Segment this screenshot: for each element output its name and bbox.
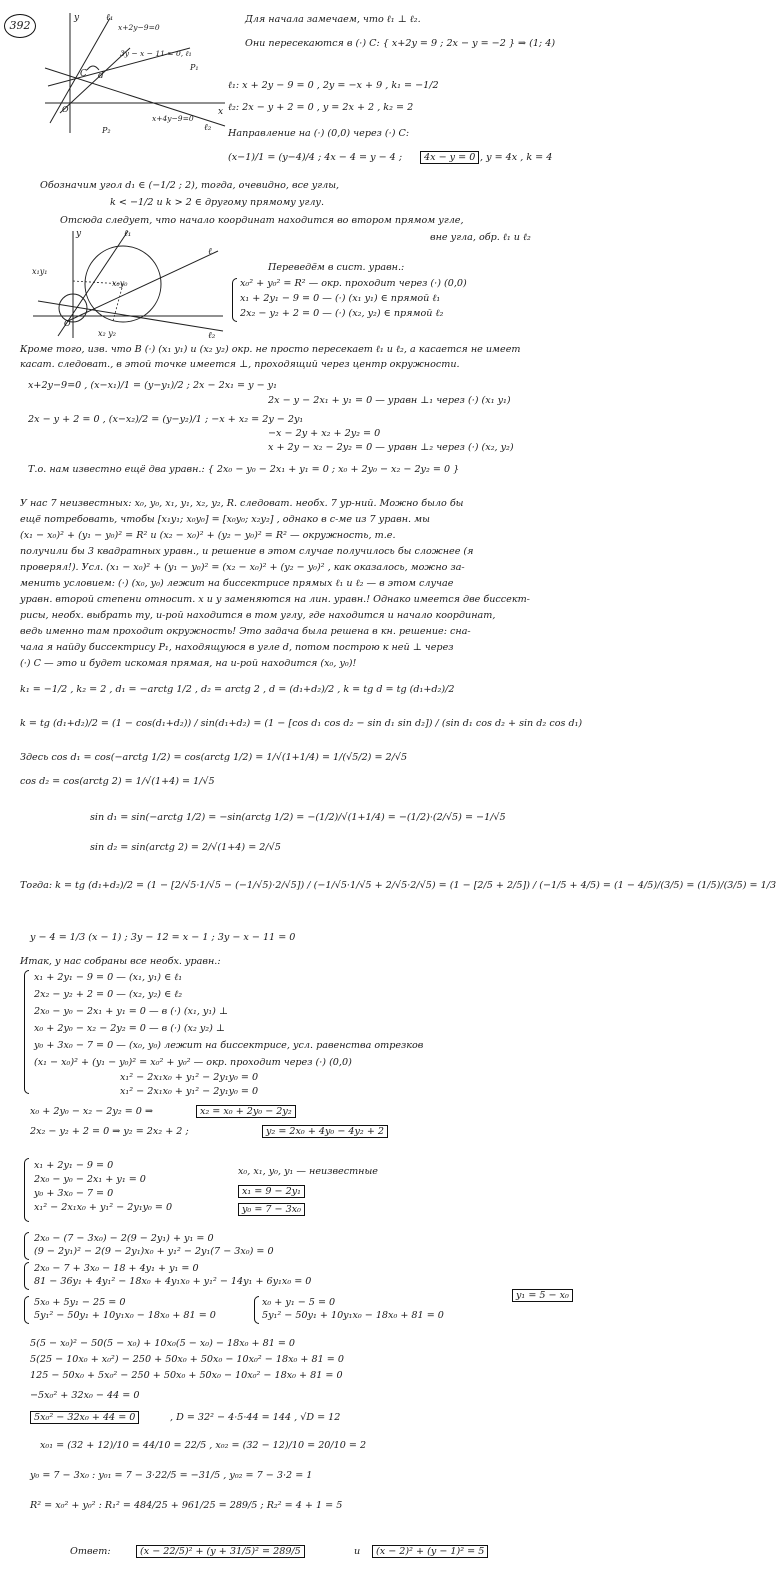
fig1-c-label: C: [80, 69, 87, 79]
math-line-2: k = tg (d₁+d₂)/2 = (1 − cos(d₁+d₂)) / sin(d₁+d₂) = (1 − [cos d₁ cos d₂ − sin d₁ sin d₂]) / (sin d₁ cos d₂ + sin d₂ cos d₁): [20, 718, 583, 729]
boxed-x2: x₂ = x₀ + 2y₀ − 2y₂: [196, 1105, 296, 1118]
fig2-l1-label: ℓ₁: [124, 229, 132, 239]
block2-line-7: уравн. второй степени относит. x и y заменяются на лин. уравн.! Однако имеется две биссект-: [20, 594, 530, 605]
angle-note-1: Обозначим угол d₁ ∈ (−1/2 ; 2), тогда, очевидно, все углы,: [40, 180, 340, 191]
system-row-2: x₁ + 2y₁ − 9 = 0 — (·) (x₁ y₁) ∈ прямой ℓ₁: [240, 293, 441, 304]
block2-line-2: ещё потребовать, чтобы [x₁y₁; x₀y₀] = [x₀y₀; x₂y₂] , однако в с-ме из 7 уравн. мы: [20, 514, 430, 525]
intro-line-2: Они пересекаются в (·) C: { x+2y = 9 ; 2x − y = −2 } ⇒ (1; 4): [245, 38, 556, 49]
fig1-l1-eq: x+2y−9=0: [118, 23, 160, 32]
fig1-l2-label: ℓ₂: [204, 123, 212, 133]
figure-1-lines-diagram: [40, 8, 230, 138]
collected-row-6: (x₁ − x₀)² + (y₁ − y₀)² = x₀² + y₀² — окр. проходит через (·) (0,0): [34, 1057, 352, 1068]
system-row-3: 2x₂ − y₂ + 2 = 0 — (·) (x₂, y₂) ∈ прямой ℓ₂: [240, 308, 444, 319]
math-line-6: sin d₂ = sin(arctg 2) = 2/√(1+4) = 2/√5: [90, 842, 281, 853]
system5-left-1: 5x₀ + 5y₁ − 25 = 0: [34, 1297, 126, 1308]
block2-line-5: проверял!). Усл. (x₁ − x₀)² + (y₁ − y₀)² = (x₂ − x₀)² + (y₂ − y₀)² , как оказалось, можно за-: [20, 562, 465, 573]
problem-number: 392: [4, 14, 36, 38]
system3-row-4: x₁² − 2x₁x₀ + y₁² − 2y₁y₀ = 0: [34, 1202, 173, 1213]
system3-brace: [24, 1158, 29, 1222]
system4-row-2: (9 − 2y₁)² − 2(9 − 2y₁)x₀ + y₁² − 2y₁(7 − 3x₀) = 0: [34, 1246, 274, 1257]
final-discriminant: , D = 32² − 4·5·44 = 144 , √D = 12: [170, 1412, 341, 1423]
fig1-p1-label: P₁: [190, 63, 199, 72]
final-line-4: −5x₀² + 32x₀ − 44 = 0: [30, 1390, 140, 1401]
system5-brace-right: [254, 1296, 259, 1324]
system4-brace-1: [24, 1232, 29, 1260]
collected-row-4: x₀ + 2y₀ − x₂ − 2y₂ = 0 — в (·) (x₂ y₂) ⊥: [34, 1023, 225, 1034]
block1-line-1: Кроме того, изв. что B (·) (x₁ y₁) и (x₂ y₂) окр. не просто пересекает ℓ₁ и ℓ₂, а касается не имеет: [20, 344, 521, 355]
system5-left-2: 5y₁² − 50y₁ + 10y₁x₀ − 18x₀ + 81 = 0: [34, 1310, 216, 1321]
math-line-1: k₁ = −1/2 , k₂ = 2 , d₁ = −arctg 1/2 , d₂ = arctg 2 , d = (d₁+d₂)/2 , k = tg d = tg (d₁+d₂)/2: [20, 684, 455, 695]
system5-right-1: x₀ + y₁ − 5 = 0: [262, 1297, 336, 1308]
k-equals-4: , y = 4x , k = 4: [480, 152, 553, 163]
block1-line-2: касат. следоват., в этой точке имеется ⊥, проходящий через центр окружности.: [20, 359, 460, 370]
boxed-x1: x₁ = 9 − 2y₁: [238, 1185, 305, 1198]
boxed-4x-y: 4x − y = 0: [420, 151, 479, 164]
fig2-l-label: ℓ: [208, 247, 212, 257]
fig2-o-label: O: [64, 319, 71, 328]
system4-brace-2: [24, 1262, 29, 1290]
block1-line-4: 2x − y − 2x₁ + y₁ = 0 — уравн ⊥₁ через (·) (x₁ y₁): [268, 395, 511, 406]
block1-line-7: x + 2y − x₂ − 2y₂ = 0 — уравн ⊥₂ через (·) (x₂, y₂): [268, 442, 514, 453]
angle-note-2: k < −1/2 и k > 2 ∈ другому прямому углу.: [110, 197, 325, 208]
answer-and: и: [354, 1546, 361, 1557]
l2-equation: ℓ₂: 2x − y + 2 = 0 , y = 2x + 2 , k₂ = 2: [228, 102, 414, 113]
fig1-p2-label: P₂: [102, 126, 111, 135]
derive-line-1: x₀ + 2y₀ − x₂ − 2y₂ = 0 ⇒: [30, 1106, 153, 1117]
math-line-8: y − 4 = 1/3 (x − 1) ; 3y − 12 = x − 1 ; 3y − x − 11 = 0: [30, 932, 296, 943]
figure-2-circle-diagram: [28, 226, 228, 341]
fig2-x1y1-label: x₁y₁: [32, 267, 48, 276]
block2-line-9: ведь именно там проходит окружность! Это задача была решена в кн. решение: сна-: [20, 626, 471, 637]
block2-line-1: У нас 7 неизвестных: x₀, y₀, x₁, y₁, x₂, y₂, R. следоват. необх. 7 ур-ний. Можно было бы: [20, 498, 464, 509]
system3-row-3: y₀ + 3x₀ − 7 = 0: [34, 1188, 114, 1199]
system5-brace-left: [24, 1296, 29, 1324]
final-line-3: 125 − 50x₀ + 5x₀² − 250 + 50x₀ + 50x₀ − 10x₀² − 18x₀ + 81 = 0: [30, 1370, 343, 1381]
block2-line-10: чала я найду биссектрису P₁, находящуюся в угле d, потом построю к ней ⊥ через: [20, 642, 454, 653]
collected-row-3: 2x₀ − y₀ − 2x₁ + y₁ = 0 — в (·) (x₁, y₁) ⊥: [34, 1006, 228, 1017]
fig2-y-label: y: [76, 229, 82, 239]
collected-row-2: 2x₂ − y₂ + 2 = 0 — (x₂, y₂) ∈ ℓ₂: [34, 989, 183, 1000]
system4-row-3: 2x₀ − 7 + 3x₀ − 18 + 4y₁ + y₁ = 0: [34, 1263, 199, 1274]
direction-line: Направление на (·) (0,0) через (·) C:: [228, 128, 410, 139]
system-row-1: x₀² + y₀² = R² — окр. проходит через (·) (0,0): [240, 278, 467, 289]
fig1-l2-eq: x+4y−9=0: [152, 114, 194, 123]
math-line-4: cos d₂ = cos(arctg 2) = 1/√(1+4) = 1/√5: [20, 776, 215, 787]
system3-row-1: x₁ + 2y₁ − 9 = 0: [34, 1160, 114, 1171]
boxed-y1: y₁ = 5 − x₀: [512, 1289, 573, 1302]
fig2-l2-label: ℓ₂: [208, 331, 216, 341]
math-line-3: Здесь cos d₁ = cos(−arctg 1/2) = cos(arctg 1/2) = 1/√(1+1/4) = 1/(√5/2) = 2/√5: [20, 752, 408, 763]
system4-row-1: 2x₀ − (7 − 3x₀) − 2(9 − 2y₁) + y₁ = 0: [34, 1233, 214, 1244]
intro-line-1: Для начала замечаем, что ℓ₁ ⊥ ℓ₂.: [245, 14, 421, 25]
fig1-l1-label: ℓ₁: [106, 13, 114, 23]
angle-note-4: вне угла, обр. ℓ₁ и ℓ₂: [430, 232, 531, 243]
final-roots-x: x₀₁ = (32 + 12)/10 = 44/10 = 22/5 , x₀₂ = (32 − 12)/10 = 20/10 = 2: [40, 1440, 367, 1451]
collected-row-5: y₀ + 3x₀ − 7 = 0 — (x₀, y₀) лежит на биссектрисе, усл. равенства отрезков: [34, 1040, 424, 1051]
system4-row-4: 81 − 36y₁ + 4y₁² − 18x₀ + 4y₁x₀ + y₁² − 14y₁ + 6y₁x₀ = 0: [34, 1276, 312, 1287]
fig2-x0y0-label: x₀y₀: [112, 279, 128, 288]
answer-circle-1: (x − 22/5)² + (y + 31/5)² = 289/5: [136, 1545, 305, 1558]
answer-label: Ответ:: [70, 1546, 111, 1557]
block2-line-11: (·) C — это и будет искомая прямая, на и-рой находится (x₀, y₀)!: [20, 658, 357, 669]
answer-circle-2: (x − 2)² + (y − 1)² = 5: [372, 1545, 488, 1558]
angle-note-3: Отсюда следует, что начало координат находится во втором прямом угле,: [60, 215, 464, 226]
math-line-5: sin d₁ = sin(−arctg 1/2) = −sin(arctg 1/2) = −(1/2)/√(1+1/4) = −(1/2)·(2/√5) = −1/√5: [90, 812, 506, 823]
block1-line-3: x+2y−9=0 , (x−x₁)/1 = (y−y₁)/2 ; 2x − 2x₁ = y − y₁: [28, 380, 277, 391]
block2-line-4: получили бы 3 квадратных уравн., и решение в этом случае получилось бы сложнее (я: [20, 546, 474, 557]
fig1-x-label: x: [218, 107, 224, 117]
collected-row-7: x₁² − 2x₁x₀ + y₁² − 2y₁y₀ = 0: [120, 1072, 259, 1083]
system3-row-2: 2x₀ − y₀ − 2x₁ + y₁ = 0: [34, 1174, 146, 1185]
block1-line-6: −x − 2y + x₂ + 2y₂ = 0: [268, 428, 381, 439]
final-line-2: 5(25 − 10x₀ + x₀²) − 250 + 50x₀ + 50x₀ − 10x₀² − 18x₀ + 81 = 0: [30, 1354, 344, 1365]
block2-line-3: (x₁ − x₀)² + (y₁ − y₀)² = R² и (x₂ − x₀)² + (y₂ − y₀)² = R² — окружность, т.е.: [20, 530, 396, 541]
l1-equation: ℓ₁: x + 2y − 9 = 0 , 2y = −x + 9 , k₁ = −1/2: [228, 80, 439, 91]
system-brace: [232, 278, 237, 322]
final-roots-y: y₀ = 7 − 3x₀ : y₀₁ = 7 − 3·22/5 = −31/5 , y₀₂ = 7 − 3·2 = 1: [30, 1470, 313, 1481]
collected-brace: [24, 970, 29, 1094]
boxed-quadratic: 5x₀² − 32x₀ + 44 = 0: [30, 1411, 139, 1424]
collected-title: Итак, у нас собраны все необх. уравн.:: [20, 956, 221, 967]
system-title: Переведём в сист. уравн.:: [268, 262, 405, 273]
fig1-d-label: d: [98, 71, 104, 81]
fig2-x2y2-label: x₂ y₂: [98, 329, 116, 338]
block2-line-6: менить условием: (·) (x₀, y₀) лежит на биссектрисе прямых ℓ₁ и ℓ₂ — в этом случае: [20, 578, 454, 589]
final-line-1: 5(5 − x₀)² − 50(5 − x₀) + 10x₀(5 − x₀) − 18x₀ + 81 = 0: [30, 1338, 296, 1349]
fig1-o-label: O: [62, 105, 69, 114]
block1-line-8: Т.о. нам известно ещё два уравн.: { 2x₀ − y₀ − 2x₁ + y₁ = 0 ; x₀ + 2y₀ − x₂ − 2y₂ = 0 }: [28, 464, 460, 475]
fig1-y-label: y: [74, 13, 80, 23]
collected-row-1: x₁ + 2y₁ − 9 = 0 — (x₁, y₁) ∈ ℓ₁: [34, 972, 183, 983]
direction-eq: (x−1)/1 = (y−4)/4 ; 4x − 4 = y − 4 ;: [228, 152, 403, 163]
derive-line-3: 2x₂ − y₂ + 2 = 0 ⇒ y₂ = 2x₂ + 2 ;: [30, 1126, 189, 1137]
boxed-y2: y₂ = 2x₀ + 4y₀ − 4y₂ + 2: [262, 1125, 388, 1138]
block2-line-8: рисы, необх. выбрать ту, и-рой находится в том углу, где находится и начало координат,: [20, 610, 496, 621]
final-radius: R² = x₀² + y₀² : R₁² = 484/25 + 961/25 = 289/5 ; R₂² = 4 + 1 = 5: [30, 1500, 343, 1511]
system5-right-2: 5y₁² − 50y₁ + 10y₁x₀ − 18x₀ + 81 = 0: [262, 1310, 444, 1321]
boxed-y0: y₀ = 7 − 3x₀: [238, 1203, 305, 1216]
collected-row-8: x₁² − 2x₁x₀ + y₁² − 2y₁y₀ = 0: [120, 1086, 259, 1097]
system3-note: x₀, x₁, y₀, y₁ — неизвестные: [238, 1166, 378, 1177]
block1-line-5: 2x − y + 2 = 0 , (x−x₂)/2 = (y−y₂)/1 ; −x + x₂ = 2y − 2y₁: [28, 414, 304, 425]
math-line-7: Тогда: k = tg (d₁+d₂)/2 = (1 − [2/√5·1/√5 − (−1/√5)·2/√5]) / (−1/√5·1/√5 + 2/√5·2/√5) = (1 − [2/5 + 2/5]) / (−1/5 + 4/5) = (1 − 4/5)/(3/5) = (1/5)/(3/5) = 1/3: [20, 880, 776, 891]
fig1-bisector-eq: 3y − x − 11 = 0, ℓ₁: [120, 49, 192, 58]
